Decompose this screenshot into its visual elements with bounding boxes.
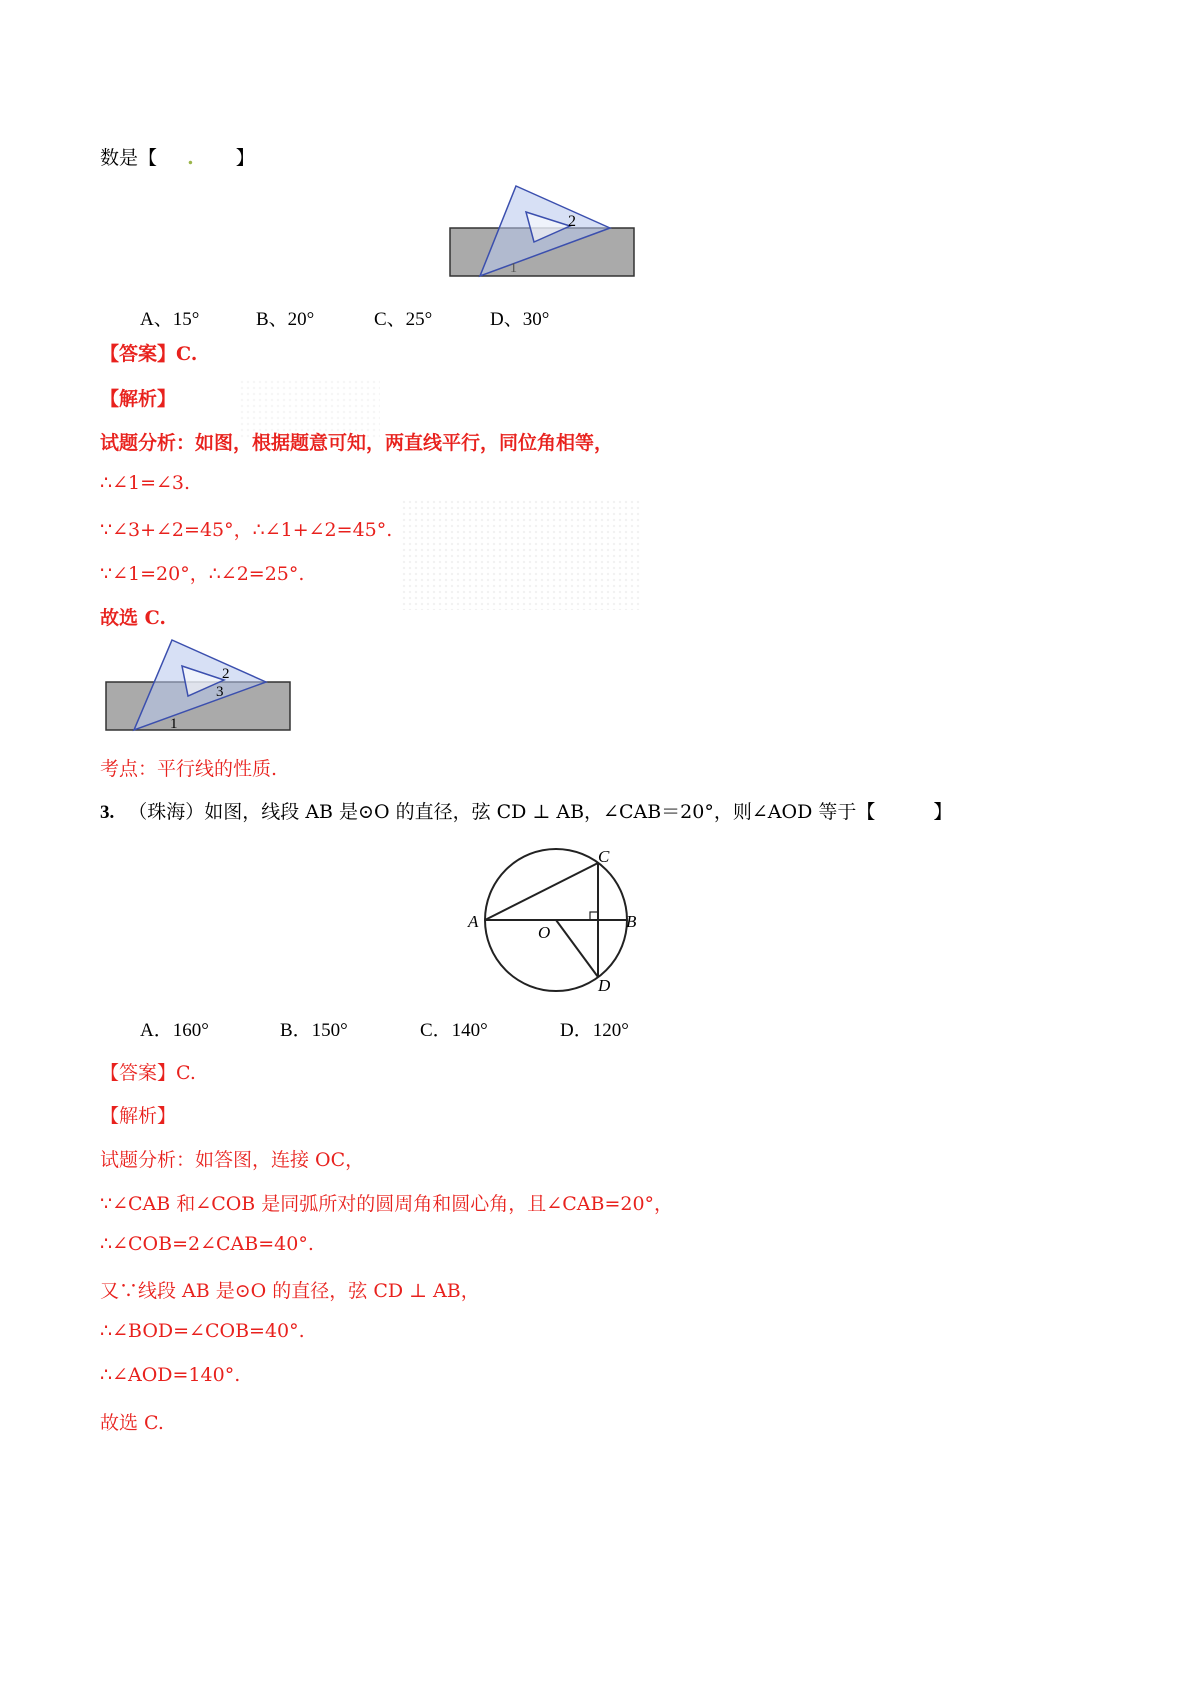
point-c-label: C [598, 847, 610, 866]
q2-analysis-line-2: ∴∠1=∠3. [100, 472, 191, 494]
angle-1-label: 1 [170, 716, 178, 732]
q2-stem-close: 】 [235, 147, 255, 169]
q3-figure [462, 842, 662, 992]
q2-stem-text: 数是【 [100, 147, 158, 169]
q3-stem [100, 797, 952, 824]
q3-analysis-title: 【解析】 [100, 1105, 177, 1127]
watermark-pattern [240, 320, 660, 620]
q3-analysis-line-1: 试题分析：如答图，连接 OC， [100, 1149, 365, 1171]
point-b-label: B [626, 912, 637, 931]
q3-analysis-line-6: ∴∠AOD=140°. [100, 1364, 241, 1386]
angle-1-label: 1 [510, 261, 517, 276]
angle-3-label: 3 [216, 684, 224, 700]
q2-figure [440, 182, 680, 292]
q2-stem-tail [100, 143, 255, 170]
q2-answer: 【答案】C. [100, 343, 198, 365]
q2-stem-dot: . [187, 147, 194, 169]
q2-analysis-line-3: ∵∠3+∠2=45°，∴∠1+∠2=45°. [100, 519, 393, 541]
q2-answer-figure [100, 636, 300, 736]
q3-analysis-line-3: ∴∠COB=2∠CAB=40°. [100, 1233, 314, 1255]
q3-analysis-line-7: 故选 C. [100, 1412, 164, 1434]
q3-option-d: D．120° [560, 1020, 629, 1041]
segment-od [556, 920, 598, 977]
q2-analysis-line-1: 试题分析：如图，根据题意可知，两直线平行，同位角相等， [100, 432, 614, 454]
q2-analysis-line-5: 故选 C. [100, 607, 167, 629]
q3-answer: 【答案】C. [100, 1062, 196, 1084]
q3-number: 3. [100, 802, 115, 823]
right-angle-mark [590, 912, 598, 920]
segment-ac [485, 863, 598, 920]
q2-kaodian: 考点：平行线的性质. [100, 758, 278, 780]
q2-option-a: A、15° [140, 309, 200, 330]
q2-option-c: C、25° [374, 309, 433, 330]
q2-analysis-title: 【解析】 [100, 388, 177, 410]
q3-analysis-line-5: ∴∠BOD=∠COB=40°. [100, 1320, 305, 1342]
angle-2-label: 2 [222, 666, 230, 682]
point-d-label: D [598, 976, 611, 992]
q2-analysis-line-4: ∵∠1=20°，∴∠2=25°. [100, 563, 305, 585]
q3-analysis-line-4: 又∵线段 AB 是⊙O 的直径，弦 CD ⊥ AB， [100, 1280, 480, 1302]
q3-option-a: A．160° [140, 1020, 209, 1041]
q2-option-b: B、20° [256, 309, 315, 330]
point-a-label: A [468, 912, 479, 931]
q2-option-d: D、30° [490, 309, 550, 330]
q3-stem-close: 】 [933, 801, 953, 823]
q3-analysis-line-2: ∵∠CAB 和∠COB 是同弧所对的圆周角和圆心角，且∠CAB=20°， [100, 1193, 674, 1215]
q3-option-b: B．150° [280, 1020, 348, 1041]
q3-option-c: C．140° [420, 1020, 488, 1041]
q3-stem-text: （珠海）如图，线段 AB 是⊙O 的直径，弦 CD ⊥ AB，∠CAB＝20°，则∠AOD 等于【 [128, 801, 876, 823]
angle-2-label: 2 [568, 213, 576, 230]
point-o-label: O [538, 923, 551, 942]
